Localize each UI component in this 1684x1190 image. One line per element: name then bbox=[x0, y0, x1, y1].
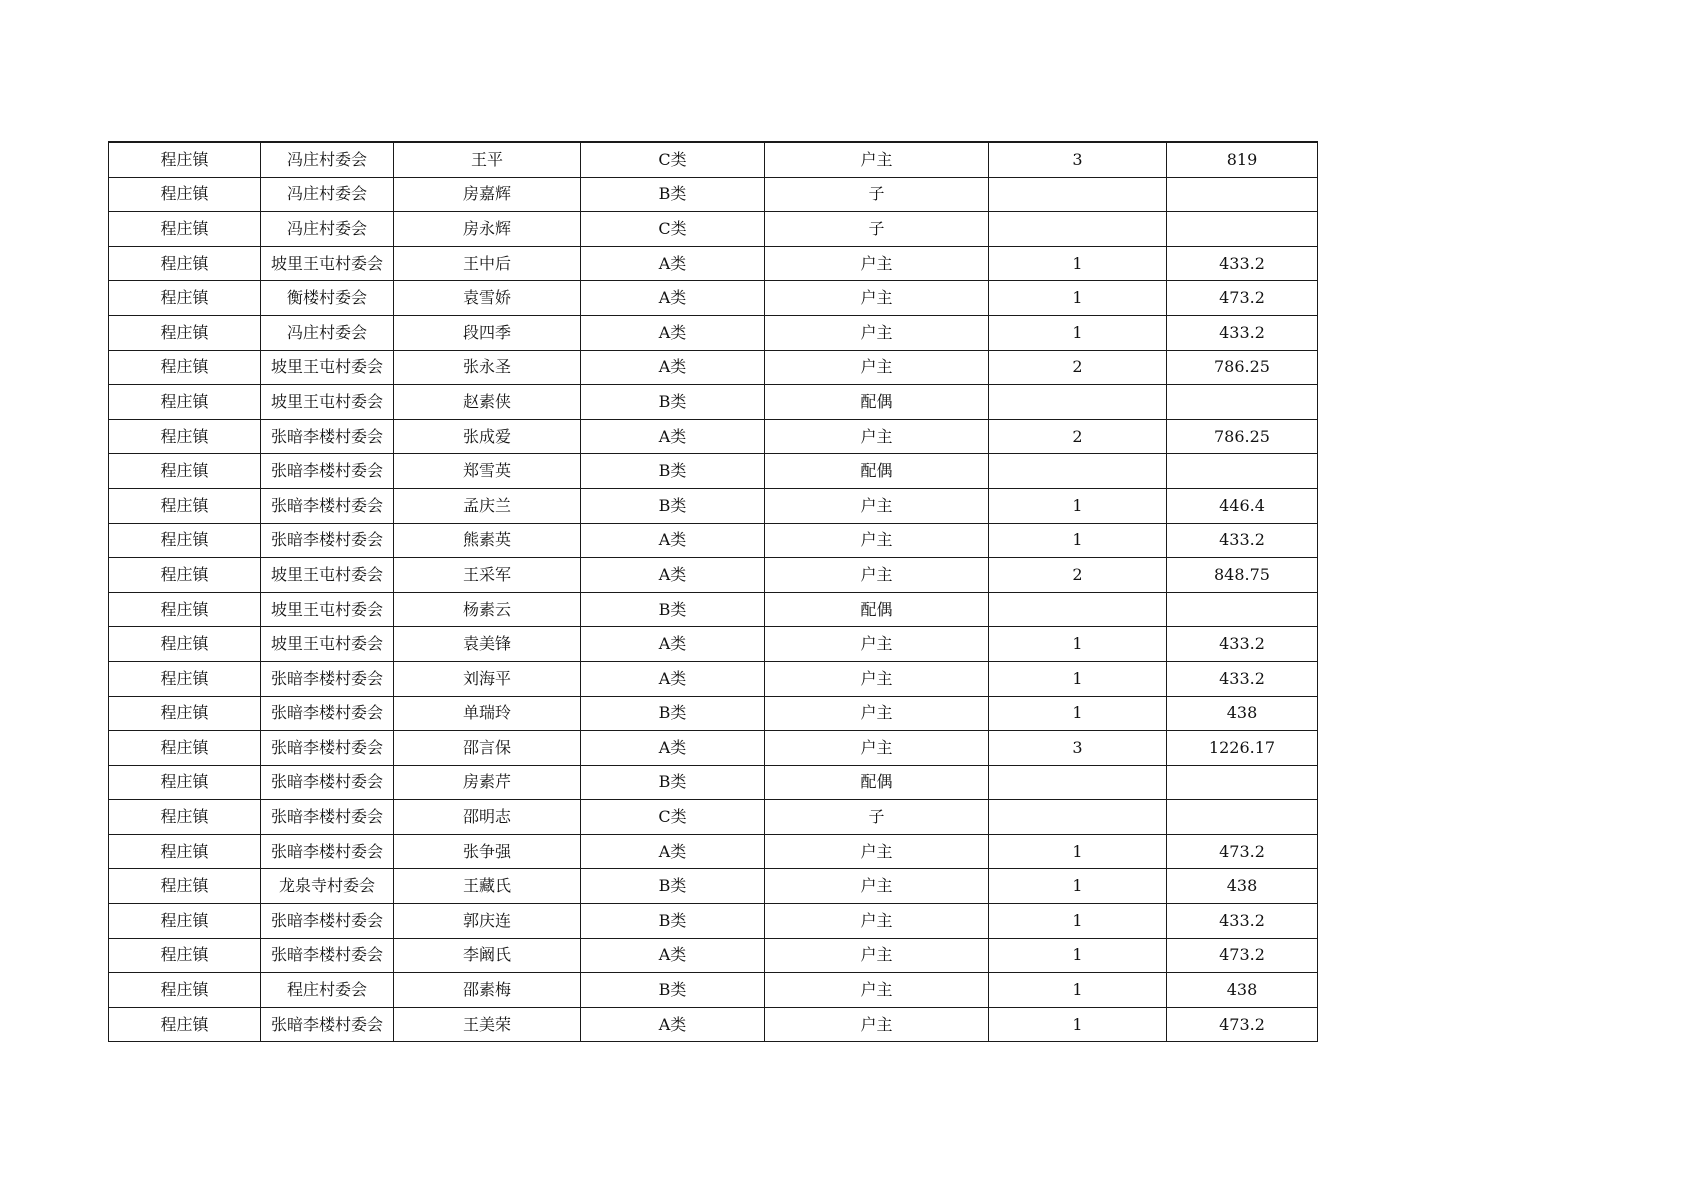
relationship-cell: 户主 bbox=[765, 419, 989, 454]
town-cell: 程庄镇 bbox=[109, 627, 261, 662]
amount-cell bbox=[1167, 765, 1318, 800]
table-row bbox=[109, 281, 1318, 316]
town-cell: 程庄镇 bbox=[109, 661, 261, 696]
table-row bbox=[109, 558, 1318, 593]
household-size-cell bbox=[989, 177, 1167, 212]
household-size-cell: 1 bbox=[989, 834, 1167, 869]
category-cell: A类 bbox=[581, 1007, 765, 1042]
village-committee-cell: 张暗李楼村委会 bbox=[261, 523, 394, 558]
household-size-cell bbox=[989, 454, 1167, 489]
town-cell: 程庄镇 bbox=[109, 904, 261, 939]
relationship-cell: 户主 bbox=[765, 834, 989, 869]
name-cell: 段四季 bbox=[394, 315, 581, 350]
table-row bbox=[109, 661, 1318, 696]
amount-cell: 473.2 bbox=[1167, 281, 1318, 316]
name-cell: 房素芹 bbox=[394, 765, 581, 800]
name-cell: 王中后 bbox=[394, 246, 581, 281]
village-committee-cell: 张暗李楼村委会 bbox=[261, 696, 394, 731]
category-cell: B类 bbox=[581, 177, 765, 212]
amount-cell: 438 bbox=[1167, 869, 1318, 904]
village-committee-cell: 张暗李楼村委会 bbox=[261, 904, 394, 939]
name-cell: 邵素梅 bbox=[394, 973, 581, 1008]
village-committee-cell: 坡里王屯村委会 bbox=[261, 350, 394, 385]
relationship-cell: 户主 bbox=[765, 661, 989, 696]
table-row bbox=[109, 142, 1318, 177]
table-row bbox=[109, 592, 1318, 627]
household-size-cell: 1 bbox=[989, 661, 1167, 696]
table-row bbox=[109, 523, 1318, 558]
relationship-cell: 户主 bbox=[765, 246, 989, 281]
category-cell: B类 bbox=[581, 454, 765, 489]
category-cell: B类 bbox=[581, 904, 765, 939]
category-cell: C类 bbox=[581, 212, 765, 247]
amount-cell bbox=[1167, 385, 1318, 420]
household-size-cell bbox=[989, 592, 1167, 627]
table-row bbox=[109, 419, 1318, 454]
village-committee-cell: 张暗李楼村委会 bbox=[261, 419, 394, 454]
amount-cell: 433.2 bbox=[1167, 246, 1318, 281]
town-cell: 程庄镇 bbox=[109, 212, 261, 247]
household-size-cell: 3 bbox=[989, 142, 1167, 177]
household-size-cell: 1 bbox=[989, 315, 1167, 350]
category-cell: A类 bbox=[581, 558, 765, 593]
name-cell: 袁美锋 bbox=[394, 627, 581, 662]
category-cell: B类 bbox=[581, 973, 765, 1008]
table-row bbox=[109, 696, 1318, 731]
name-cell: 房嘉辉 bbox=[394, 177, 581, 212]
household-size-cell: 2 bbox=[989, 419, 1167, 454]
name-cell: 王平 bbox=[394, 142, 581, 177]
household-size-cell: 1 bbox=[989, 488, 1167, 523]
town-cell: 程庄镇 bbox=[109, 731, 261, 766]
name-cell: 孟庆兰 bbox=[394, 488, 581, 523]
town-cell: 程庄镇 bbox=[109, 177, 261, 212]
household-size-cell: 1 bbox=[989, 938, 1167, 973]
village-committee-cell: 坡里王屯村委会 bbox=[261, 246, 394, 281]
table-row bbox=[109, 315, 1318, 350]
relationship-cell: 户主 bbox=[765, 315, 989, 350]
town-cell: 程庄镇 bbox=[109, 385, 261, 420]
category-cell: B类 bbox=[581, 696, 765, 731]
name-cell: 郭庆连 bbox=[394, 904, 581, 939]
town-cell: 程庄镇 bbox=[109, 419, 261, 454]
household-size-cell bbox=[989, 800, 1167, 835]
amount-cell: 433.2 bbox=[1167, 523, 1318, 558]
relationship-cell: 户主 bbox=[765, 350, 989, 385]
village-committee-cell: 冯庄村委会 bbox=[261, 142, 394, 177]
category-cell: C类 bbox=[581, 800, 765, 835]
relationship-cell: 配偶 bbox=[765, 592, 989, 627]
amount-cell: 433.2 bbox=[1167, 315, 1318, 350]
amount-cell: 473.2 bbox=[1167, 834, 1318, 869]
household-size-cell bbox=[989, 212, 1167, 247]
amount-cell: 438 bbox=[1167, 973, 1318, 1008]
table-row bbox=[109, 1007, 1318, 1042]
category-cell: B类 bbox=[581, 385, 765, 420]
category-cell: C类 bbox=[581, 142, 765, 177]
table-row bbox=[109, 834, 1318, 869]
category-cell: A类 bbox=[581, 661, 765, 696]
village-committee-cell: 龙泉寺村委会 bbox=[261, 869, 394, 904]
table-row bbox=[109, 731, 1318, 766]
amount-cell: 433.2 bbox=[1167, 627, 1318, 662]
table-row bbox=[109, 765, 1318, 800]
relationship-cell: 户主 bbox=[765, 523, 989, 558]
household-size-cell: 1 bbox=[989, 904, 1167, 939]
household-size-cell: 1 bbox=[989, 523, 1167, 558]
amount-cell: 433.2 bbox=[1167, 904, 1318, 939]
village-committee-cell: 张暗李楼村委会 bbox=[261, 488, 394, 523]
household-size-cell: 2 bbox=[989, 350, 1167, 385]
household-size-cell: 1 bbox=[989, 1007, 1167, 1042]
amount-cell bbox=[1167, 592, 1318, 627]
village-committee-cell: 张暗李楼村委会 bbox=[261, 765, 394, 800]
village-committee-cell: 张暗李楼村委会 bbox=[261, 1007, 394, 1042]
town-cell: 程庄镇 bbox=[109, 592, 261, 627]
category-cell: A类 bbox=[581, 419, 765, 454]
village-committee-cell: 坡里王屯村委会 bbox=[261, 385, 394, 420]
relationship-cell: 户主 bbox=[765, 731, 989, 766]
household-size-cell: 1 bbox=[989, 246, 1167, 281]
household-size-cell: 1 bbox=[989, 973, 1167, 1008]
amount-cell: 786.25 bbox=[1167, 419, 1318, 454]
amount-cell bbox=[1167, 454, 1318, 489]
table-row bbox=[109, 973, 1318, 1008]
amount-cell: 473.2 bbox=[1167, 1007, 1318, 1042]
relationship-cell: 户主 bbox=[765, 696, 989, 731]
table-row bbox=[109, 627, 1318, 662]
name-cell: 单瑞玲 bbox=[394, 696, 581, 731]
village-committee-cell: 坡里王屯村委会 bbox=[261, 558, 394, 593]
relationship-cell: 户主 bbox=[765, 869, 989, 904]
name-cell: 刘海平 bbox=[394, 661, 581, 696]
amount-cell: 786.25 bbox=[1167, 350, 1318, 385]
town-cell: 程庄镇 bbox=[109, 973, 261, 1008]
name-cell: 郑雪英 bbox=[394, 454, 581, 489]
town-cell: 程庄镇 bbox=[109, 800, 261, 835]
town-cell: 程庄镇 bbox=[109, 281, 261, 316]
village-committee-cell: 张暗李楼村委会 bbox=[261, 834, 394, 869]
name-cell: 邵明志 bbox=[394, 800, 581, 835]
town-cell: 程庄镇 bbox=[109, 454, 261, 489]
relationship-cell: 子 bbox=[765, 800, 989, 835]
village-committee-cell: 张暗李楼村委会 bbox=[261, 731, 394, 766]
relationship-cell: 户主 bbox=[765, 488, 989, 523]
household-size-cell: 1 bbox=[989, 869, 1167, 904]
household-size-cell: 1 bbox=[989, 696, 1167, 731]
name-cell: 李阚氏 bbox=[394, 938, 581, 973]
village-committee-cell: 冯庄村委会 bbox=[261, 212, 394, 247]
town-cell: 程庄镇 bbox=[109, 869, 261, 904]
relationship-cell: 配偶 bbox=[765, 385, 989, 420]
amount-cell: 819 bbox=[1167, 142, 1318, 177]
table-row bbox=[109, 488, 1318, 523]
town-cell: 程庄镇 bbox=[109, 558, 261, 593]
village-committee-cell: 程庄村委会 bbox=[261, 973, 394, 1008]
amount-cell bbox=[1167, 177, 1318, 212]
category-cell: A类 bbox=[581, 627, 765, 662]
table-row bbox=[109, 246, 1318, 281]
name-cell: 张成爱 bbox=[394, 419, 581, 454]
category-cell: A类 bbox=[581, 281, 765, 316]
relationship-cell: 户主 bbox=[765, 1007, 989, 1042]
village-committee-cell: 张暗李楼村委会 bbox=[261, 938, 394, 973]
relationship-cell: 子 bbox=[765, 212, 989, 247]
category-cell: A类 bbox=[581, 315, 765, 350]
relationship-cell: 户主 bbox=[765, 973, 989, 1008]
category-cell: B类 bbox=[581, 592, 765, 627]
amount-cell: 848.75 bbox=[1167, 558, 1318, 593]
relationship-cell: 户主 bbox=[765, 938, 989, 973]
table-row bbox=[109, 350, 1318, 385]
name-cell: 邵言保 bbox=[394, 731, 581, 766]
town-cell: 程庄镇 bbox=[109, 488, 261, 523]
village-committee-cell: 张暗李楼村委会 bbox=[261, 800, 394, 835]
town-cell: 程庄镇 bbox=[109, 696, 261, 731]
name-cell: 赵素侠 bbox=[394, 385, 581, 420]
table-row bbox=[109, 177, 1318, 212]
household-size-cell: 1 bbox=[989, 281, 1167, 316]
amount-cell: 446.4 bbox=[1167, 488, 1318, 523]
table-row bbox=[109, 385, 1318, 420]
category-cell: B类 bbox=[581, 488, 765, 523]
town-cell: 程庄镇 bbox=[109, 315, 261, 350]
table-row bbox=[109, 869, 1318, 904]
village-committee-cell: 冯庄村委会 bbox=[261, 177, 394, 212]
category-cell: A类 bbox=[581, 834, 765, 869]
table-row bbox=[109, 454, 1318, 489]
category-cell: A类 bbox=[581, 350, 765, 385]
household-size-cell bbox=[989, 765, 1167, 800]
relationship-cell: 户主 bbox=[765, 904, 989, 939]
village-committee-cell: 坡里王屯村委会 bbox=[261, 592, 394, 627]
name-cell: 王美荣 bbox=[394, 1007, 581, 1042]
village-committee-cell: 坡里王屯村委会 bbox=[261, 627, 394, 662]
category-cell: A类 bbox=[581, 246, 765, 281]
household-size-cell: 1 bbox=[989, 627, 1167, 662]
name-cell: 杨素云 bbox=[394, 592, 581, 627]
town-cell: 程庄镇 bbox=[109, 350, 261, 385]
amount-cell: 473.2 bbox=[1167, 938, 1318, 973]
name-cell: 王采军 bbox=[394, 558, 581, 593]
town-cell: 程庄镇 bbox=[109, 523, 261, 558]
relationship-cell: 户主 bbox=[765, 281, 989, 316]
town-cell: 程庄镇 bbox=[109, 142, 261, 177]
amount-cell: 1226.17 bbox=[1167, 731, 1318, 766]
amount-cell: 433.2 bbox=[1167, 661, 1318, 696]
relationship-cell: 配偶 bbox=[765, 454, 989, 489]
amount-cell bbox=[1167, 800, 1318, 835]
category-cell: A类 bbox=[581, 523, 765, 558]
household-size-cell: 2 bbox=[989, 558, 1167, 593]
amount-cell bbox=[1167, 212, 1318, 247]
roster-table-body bbox=[109, 142, 1318, 1042]
village-committee-cell: 张暗李楼村委会 bbox=[261, 661, 394, 696]
relationship-cell: 配偶 bbox=[765, 765, 989, 800]
category-cell: B类 bbox=[581, 869, 765, 904]
name-cell: 张争强 bbox=[394, 834, 581, 869]
village-committee-cell: 冯庄村委会 bbox=[261, 315, 394, 350]
relationship-cell: 户主 bbox=[765, 142, 989, 177]
category-cell: A类 bbox=[581, 731, 765, 766]
town-cell: 程庄镇 bbox=[109, 834, 261, 869]
relationship-cell: 户主 bbox=[765, 558, 989, 593]
relationship-cell: 子 bbox=[765, 177, 989, 212]
village-committee-cell: 张暗李楼村委会 bbox=[261, 454, 394, 489]
table-row bbox=[109, 904, 1318, 939]
category-cell: A类 bbox=[581, 938, 765, 973]
relationship-cell: 户主 bbox=[765, 627, 989, 662]
name-cell: 张永圣 bbox=[394, 350, 581, 385]
name-cell: 袁雪娇 bbox=[394, 281, 581, 316]
roster-table bbox=[108, 141, 1318, 1042]
category-cell: B类 bbox=[581, 765, 765, 800]
table-row bbox=[109, 212, 1318, 247]
amount-cell: 438 bbox=[1167, 696, 1318, 731]
town-cell: 程庄镇 bbox=[109, 1007, 261, 1042]
household-size-cell bbox=[989, 385, 1167, 420]
village-committee-cell: 衡楼村委会 bbox=[261, 281, 394, 316]
town-cell: 程庄镇 bbox=[109, 765, 261, 800]
name-cell: 熊素英 bbox=[394, 523, 581, 558]
name-cell: 房永辉 bbox=[394, 212, 581, 247]
household-size-cell: 3 bbox=[989, 731, 1167, 766]
table-row bbox=[109, 800, 1318, 835]
table-row bbox=[109, 938, 1318, 973]
town-cell: 程庄镇 bbox=[109, 246, 261, 281]
town-cell: 程庄镇 bbox=[109, 938, 261, 973]
name-cell: 王藏氏 bbox=[394, 869, 581, 904]
